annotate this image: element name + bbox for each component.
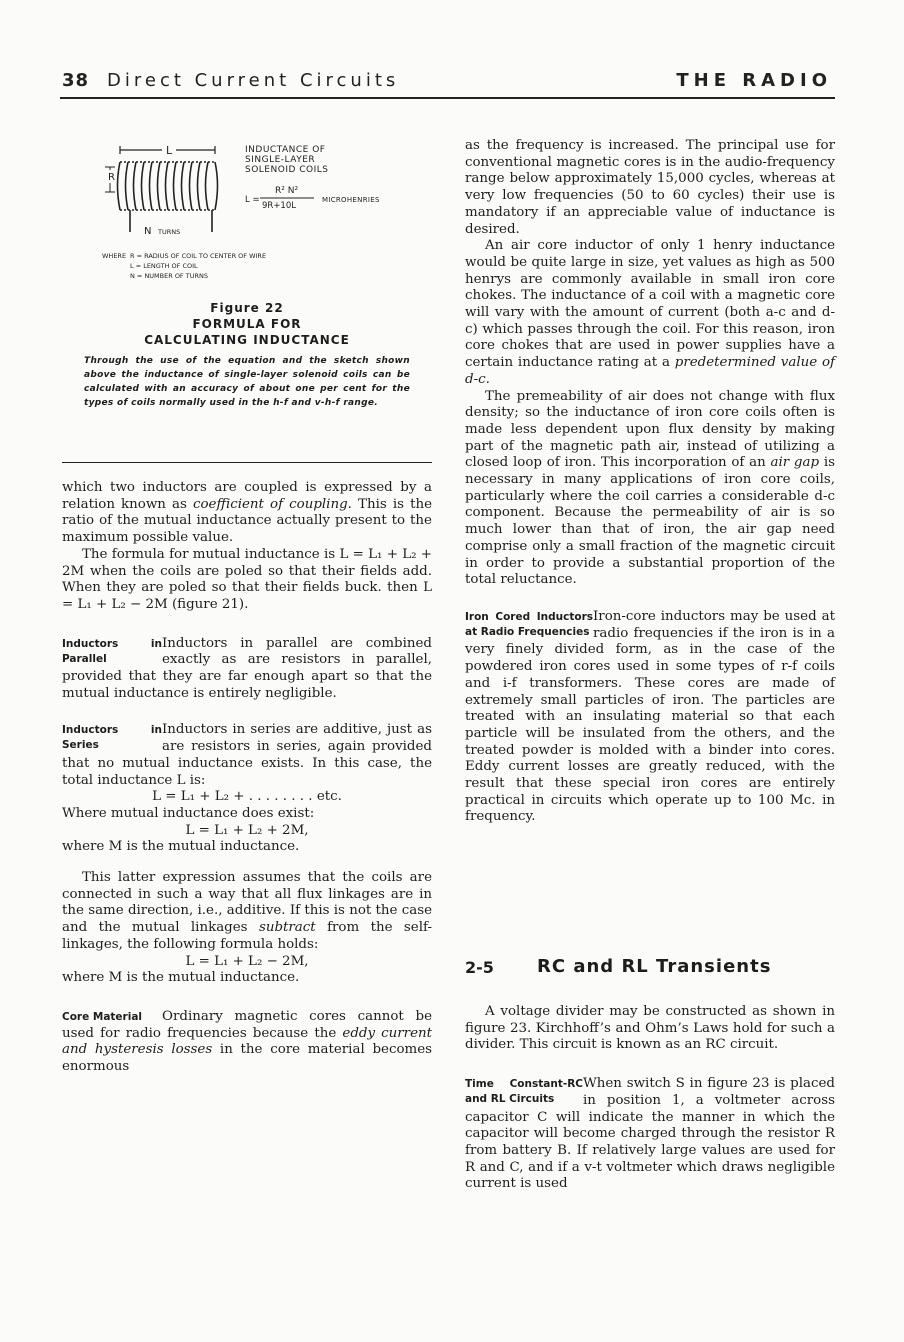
paragraph: Where mutual inductance does exist: (62, 805, 315, 821)
definition-line: R = RADIUS OF COIL TO CENTER OF WIRE (130, 252, 267, 260)
equation: L = L₁ + L₂ + 2M, (185, 822, 309, 838)
paragraph: A voltage divider may be constructed as shown in figure 23. Kirchhoff’s and Ohm’s Laws hold for such a divider. This circuit is known as an RC circuit. (465, 1004, 835, 1053)
definition-line: L = LENGTH OF COIL (130, 262, 198, 270)
definition-line: N = NUMBER OF TURNS (130, 272, 208, 280)
formula-units: MICROHENRIES (322, 196, 380, 204)
length-label: L (166, 144, 173, 157)
inductors-in-parallel-section (62, 636, 432, 703)
figure-heading-line: INDUCTANCE OF (245, 145, 326, 155)
right-column-lower (465, 1004, 835, 1193)
paragraph: Inductors in parallel are combined exactly as are resistors in parallel, provided that they are far enough apart so that the mutual inductance is entirely negligible. (62, 635, 432, 701)
side-heading: Core Material (62, 1010, 143, 1023)
equation: L = L₁ + L₂ + . . . . . . . . etc. (152, 789, 342, 805)
time-constant-section (465, 1076, 835, 1193)
formula-numerator: R² N² (275, 186, 299, 196)
paragraph: The premeability of air does not change with flux density; so the inductance of iron core coils often is made less dependent upon flux density by making part of the magnetic path air, instead of utilizing a closed loop of iron. This incorporation of an air gap is necessary in many applications of iron core coils, particularly where the coil carries a considerable d-c component. Because the permeability of air is so much lower than that of iron, the air gap need comprise only a small fraction of the magnetic circuit in order to provide a substantial proportion of the total reluctance. (465, 388, 835, 588)
paragraph: where M is the mutual inductance. (62, 839, 300, 855)
inductors-in-series-section (62, 722, 432, 789)
paragraph: Iron-core inductors may be used at radio frequencies if the iron is in a very finely divided form, as in the case of the powdered iron cores used in some types of r-f coils and i-f transformers. These cores are made of extremely small particles of iron. The particles are treated with an insulating material so that each particle will be insulated from the others, and the treated powder is molded with a binder into cores. Eddy current losses are greatly reduced, with the result that these special iron cores are entirely practical in circuits which operate up to 100 Mc. in frequency. (465, 608, 835, 825)
figure-heading-line: SINGLE-LAYER (245, 155, 316, 165)
paragraph: The formula for mutual inductance is L = L₁ + L₂ + 2M when the coils are poled so that their fields add. When they are poled so that their fields buck. then L = L₁ + L₂ − 2M (figure 21). (62, 546, 432, 612)
figure-heading-line: SOLENOID COILS (245, 165, 329, 175)
side-heading: Inductors in Series (62, 724, 162, 752)
formula-denominator: 9R+10L (262, 201, 296, 211)
formula-lhs: L = (245, 195, 260, 205)
core-material-section (62, 1009, 432, 1076)
right-column (465, 138, 835, 826)
paragraph: This latter expression assumes that the coils are connected in such a way that all flux linkages are in the same direction, i.e., additive. If this is not the case and the mutual linkages subtract from the self-linkages, the following formula holds: (62, 870, 432, 952)
paragraph: Inductors in series are additive, just as are resistors in series, again provided that no mutual inductance exists. In this case, the total inductance L is: (62, 722, 432, 788)
iron-cored-inductors-section (465, 609, 835, 826)
turns-label: TURNS (158, 228, 181, 236)
figure-title: CALCULATING INDUCTANCE (144, 333, 350, 347)
section-title: RC and RL Transients (537, 956, 772, 977)
header-rule (60, 97, 835, 99)
equation: L = L₁ + L₂ − 2M, (185, 953, 309, 969)
radius-label: R (108, 172, 115, 183)
paragraph: When switch S in figure 23 is placed in position 1, a voltmeter across capacitor C will indicate the manner in which the capacitor will become charged through the resistor R from battery B. If relatively large values are used for R and C, and if a v-t voltmeter which draws negligible current is used (465, 1076, 835, 1192)
coil-windings (118, 162, 218, 210)
figure-rule (62, 462, 432, 463)
page-number: 38 (62, 70, 90, 91)
paragraph: An air core inductor of only 1 henry inductance would be quite large in size, yet values as high as 500 henrys are commonly available in small iron core chokes. The inductance of a coil with a magnetic core will vary with the amount of current (both a-c and d-c) which passes through the coil. For this reason, iron core chokes that are used in power supplies have a certain inductance rating at a predetermined value of d-c. (465, 238, 835, 387)
side-heading: Time Constant-RC and RL Circuits (465, 1078, 583, 1106)
figure-caption: Through the use of the equation and the sketch shown above the inductance of single-layer solenoid coils can be calculated with an accuracy of about one per cent for the types of coils normally used in the h-f and v-h-f range. (84, 356, 410, 408)
solenoid-coil-diagram (100, 140, 440, 300)
running-book-title: THE RADIO (676, 70, 832, 91)
paragraph: as the frequency is increased. The principal use for conventional magnetic cores is in the audio-frequency range below approximately 15,000 cycles, whereas at very low frequencies (50 to 60 cycles) their use is mandatory if an appreciable value of inductance is desired. (465, 138, 835, 237)
running-section-title: Direct Current Circuits (107, 70, 400, 91)
turns-symbol: N (144, 226, 152, 237)
figure-label: Figure 22 (210, 301, 284, 315)
side-heading: Inductors in Parallel (62, 637, 162, 665)
figure-22-caption-block (62, 300, 432, 410)
paragraph: which two inductors are coupled is expressed by a relation known as coefficient of coupling. This is the ratio of the mutual inductance actually present to the maximum possible value. (62, 480, 432, 546)
side-heading: Iron Cored Inductors at Radio Frequencies (465, 610, 593, 638)
figure-title: FORMULA FOR (192, 317, 302, 331)
left-column (62, 480, 432, 1076)
section-number: 2-5 (465, 958, 494, 977)
where-label: WHERE (102, 252, 127, 260)
paragraph: Ordinary magnetic cores cannot be used for radio frequencies because the eddy current and hysteresis losses in the core material becomes enormous (62, 1008, 433, 1075)
paragraph: where M is the mutual inductance. (62, 970, 300, 986)
